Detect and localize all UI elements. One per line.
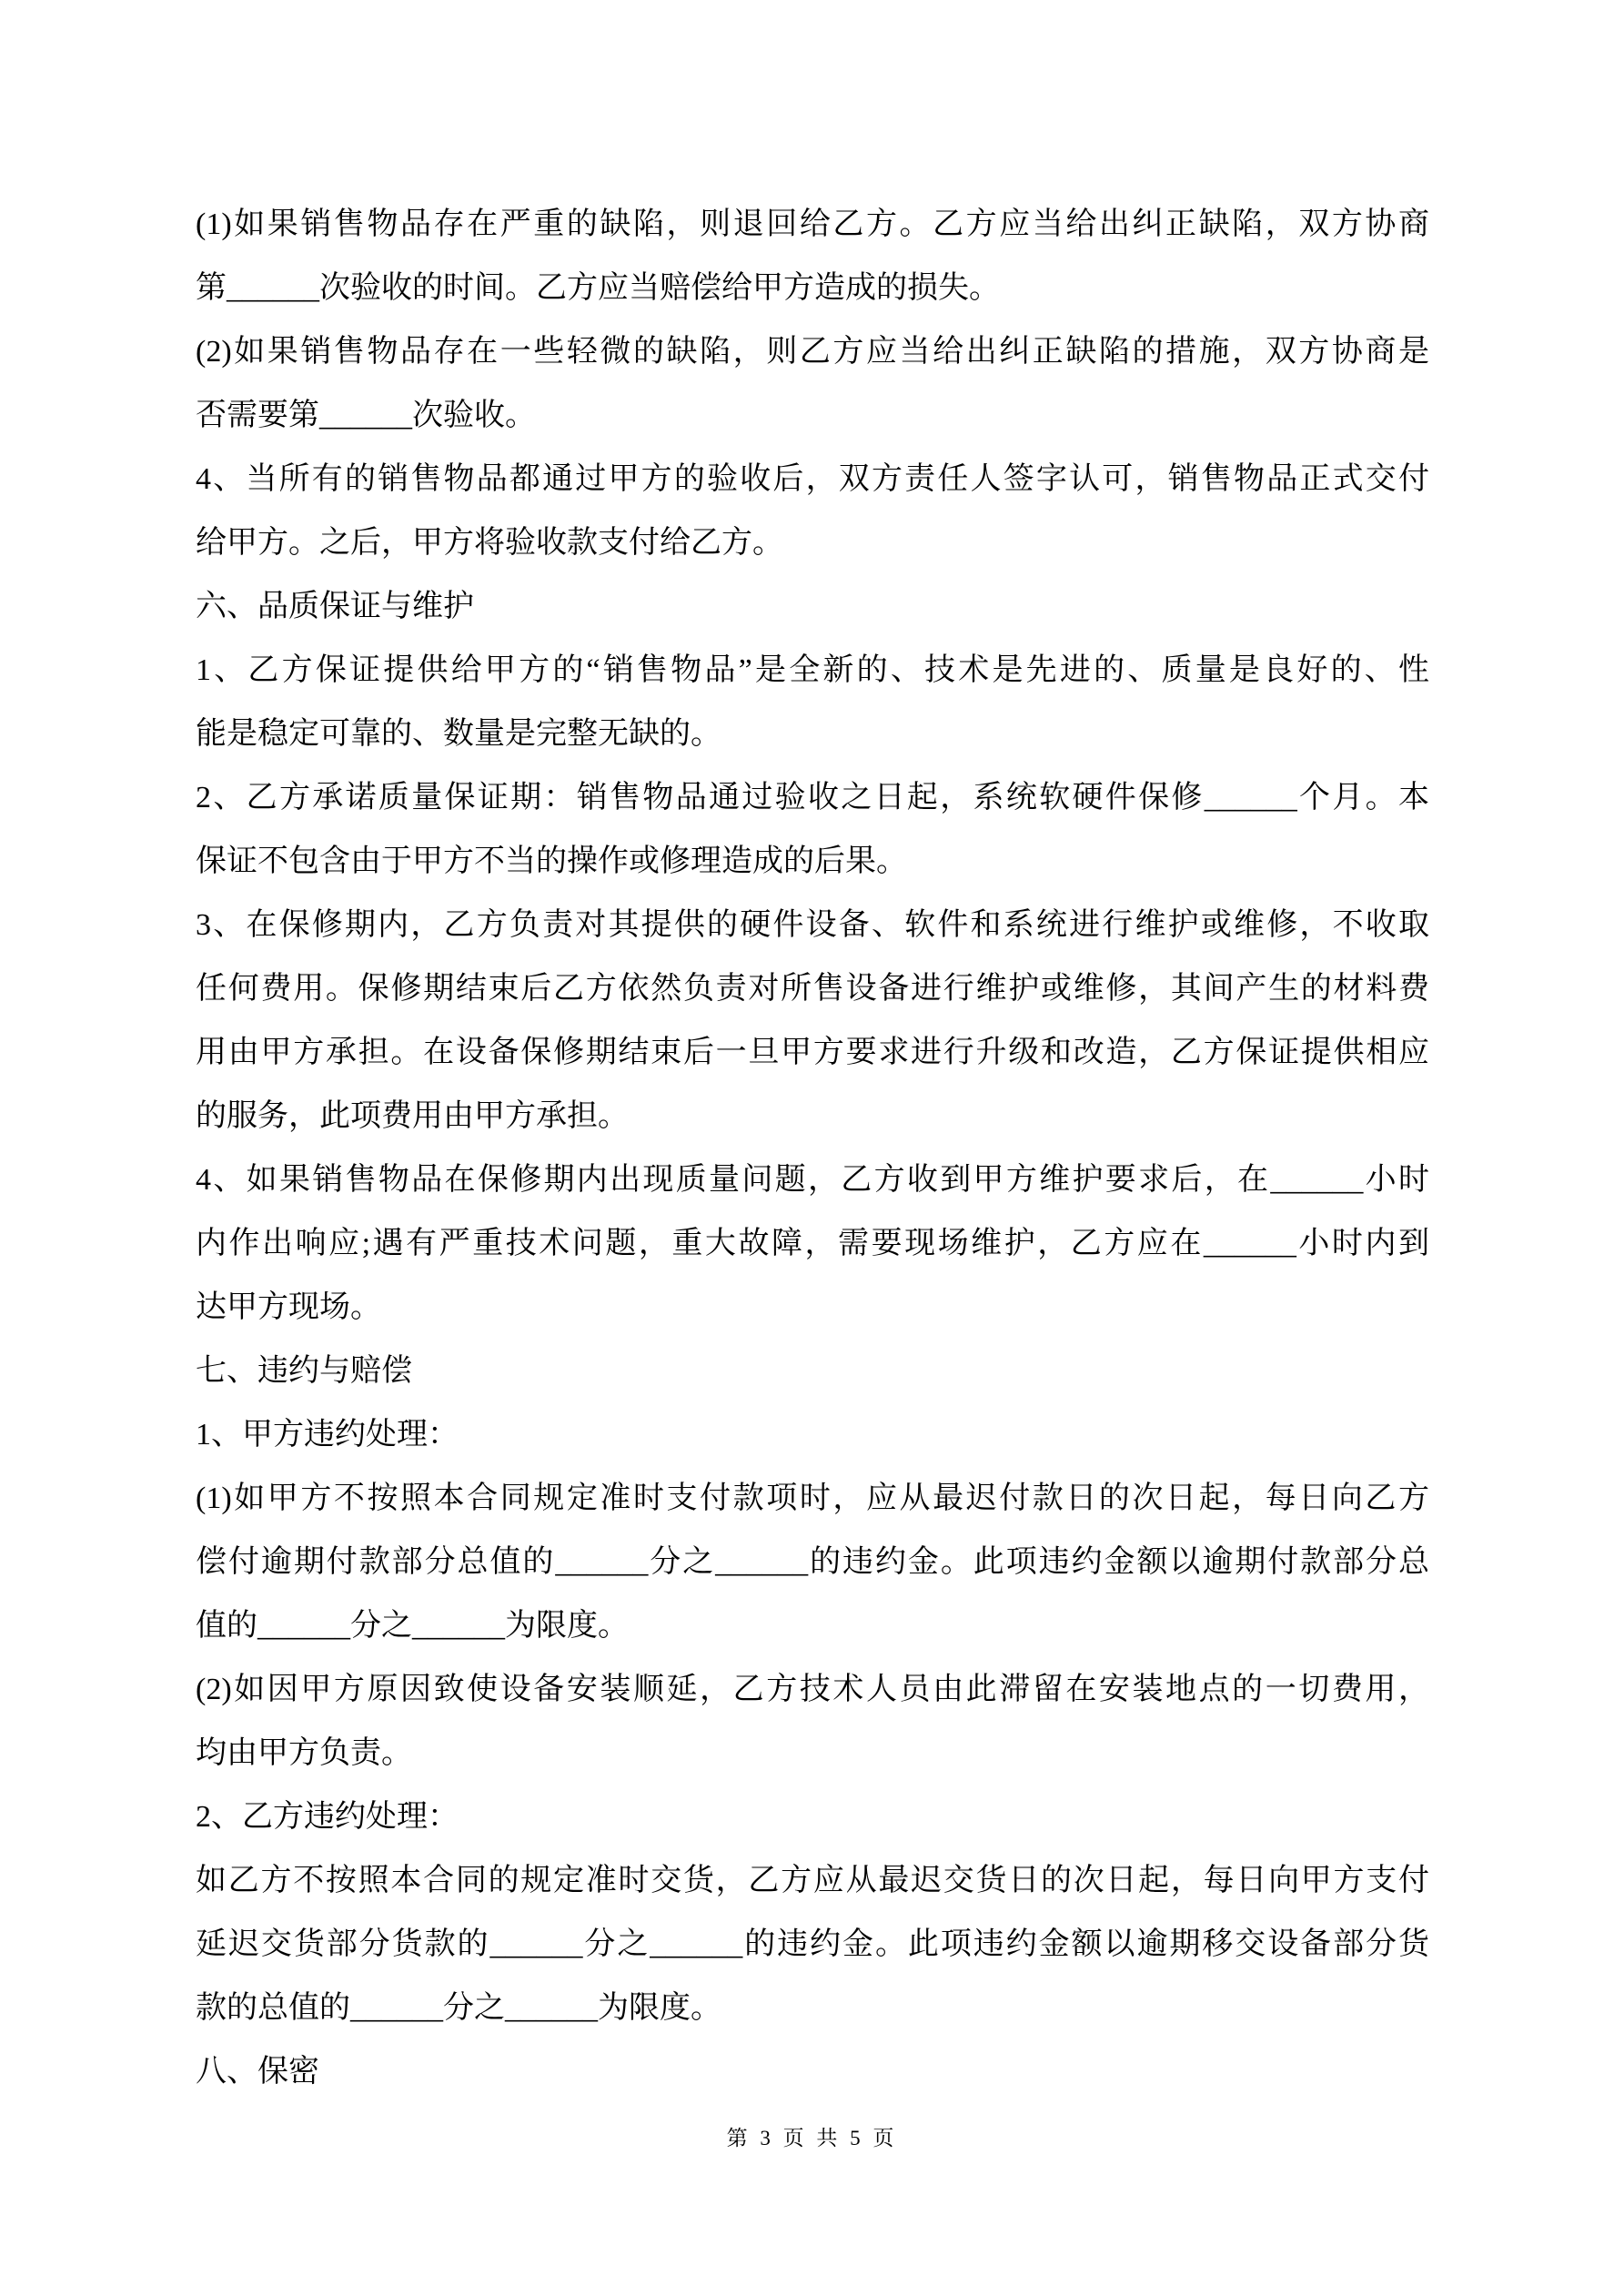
text-line: 1、甲方违约处理： — [196, 1418, 459, 1451]
text-line: 八、保密 — [196, 2055, 319, 2089]
text-line: 延迟交货部分货款的______分之______的违约金。此项违约金额以逾期移交设备部分货 — [196, 1927, 1429, 1961]
text-line: 均由甲方负责。 — [196, 1736, 412, 1770]
text-line: 第______次验收的时间。乙方应当赔偿给甲方造成的损失。 — [196, 271, 1000, 305]
text-line: 用由甲方承担。在设备保修期结束后一旦甲方要求进行升级和改造，乙方保证提供相应 — [196, 1036, 1429, 1069]
text-line: 给甲方。之后，甲方将验收款支付给乙方。 — [196, 526, 783, 560]
text-line: 如乙方不按照本合同的规定准时交货，乙方应从最迟交货日的次日起，每日向甲方支付 — [196, 1864, 1429, 1897]
text-line: 七、违约与赔偿 — [196, 1354, 412, 1388]
text-line: 内作出响应;遇有严重技术问题，重大故障，需要现场维护，乙方应在______小时内到 — [196, 1227, 1429, 1260]
text-line: (2)如果销售物品存在一些轻微的缺陷，则乙方应当给出纠正缺陷的措施，双方协商是 — [196, 335, 1429, 369]
text-line: 的服务，此项费用由甲方承担。 — [196, 1099, 629, 1133]
text-line: 值的______分之______为限度。 — [196, 1609, 629, 1643]
text-line: (1)如甲方不按照本合同规定准时支付款项时，应从最迟付款日的次日起，每日向乙方 — [196, 1482, 1429, 1515]
text-line: (1)如果销售物品存在严重的缺陷，则退回给乙方。乙方应当给出纠正缺陷，双方协商 — [196, 207, 1429, 241]
text-line: (2)如因甲方原因致使设备安装顺延，乙方技术人员由此滞留在安装地点的一切费用， — [196, 1673, 1429, 1706]
text-line: 2、乙方承诺质量保证期：销售物品通过验收之日起，系统软硬件保修______个月。本 — [196, 781, 1429, 814]
text-line: 2、乙方违约处理： — [196, 1800, 459, 1834]
text-line: 保证不包含由于甲方不当的操作或修理造成的后果。 — [196, 845, 907, 878]
text-line: 六、品质保证与维护 — [196, 590, 474, 623]
text-line: 能是稳定可靠的、数量是完整无缺的。 — [196, 717, 721, 751]
text-line: 任何费用。保修期结束后乙方依然负责对所售设备进行维护或维修，其间产生的材料费 — [196, 972, 1429, 1006]
page-footer — [0, 2122, 1624, 2155]
text-line: 达甲方现场。 — [196, 1290, 381, 1324]
page-number-text: 第 3 页 共 5 页 — [726, 2127, 898, 2149]
text-line: 款的总值的______分之______为限度。 — [196, 1991, 721, 2025]
text-line: 3、在保修期内，乙方负责对其提供的硬件设备、软件和系统进行维护或维修，不收取 — [196, 908, 1429, 942]
text-line: 偿付逾期付款部分总值的______分之______的违约金。此项违约金额以逾期付款部分总 — [196, 1545, 1429, 1579]
text-line: 4、如果销售物品在保修期内出现质量问题，乙方收到甲方维护要求后，在______小时 — [196, 1163, 1429, 1197]
contract-body — [196, 193, 1429, 2104]
text-line: 1、乙方保证提供给甲方的“销售物品”是全新的、技术是先进的、质量是良好的、性 — [196, 653, 1429, 687]
text-line: 否需要第______次验收。 — [196, 399, 536, 432]
text-line: 4、当所有的销售物品都通过甲方的验收后，双方责任人签字认可，销售物品正式交付 — [196, 462, 1429, 496]
